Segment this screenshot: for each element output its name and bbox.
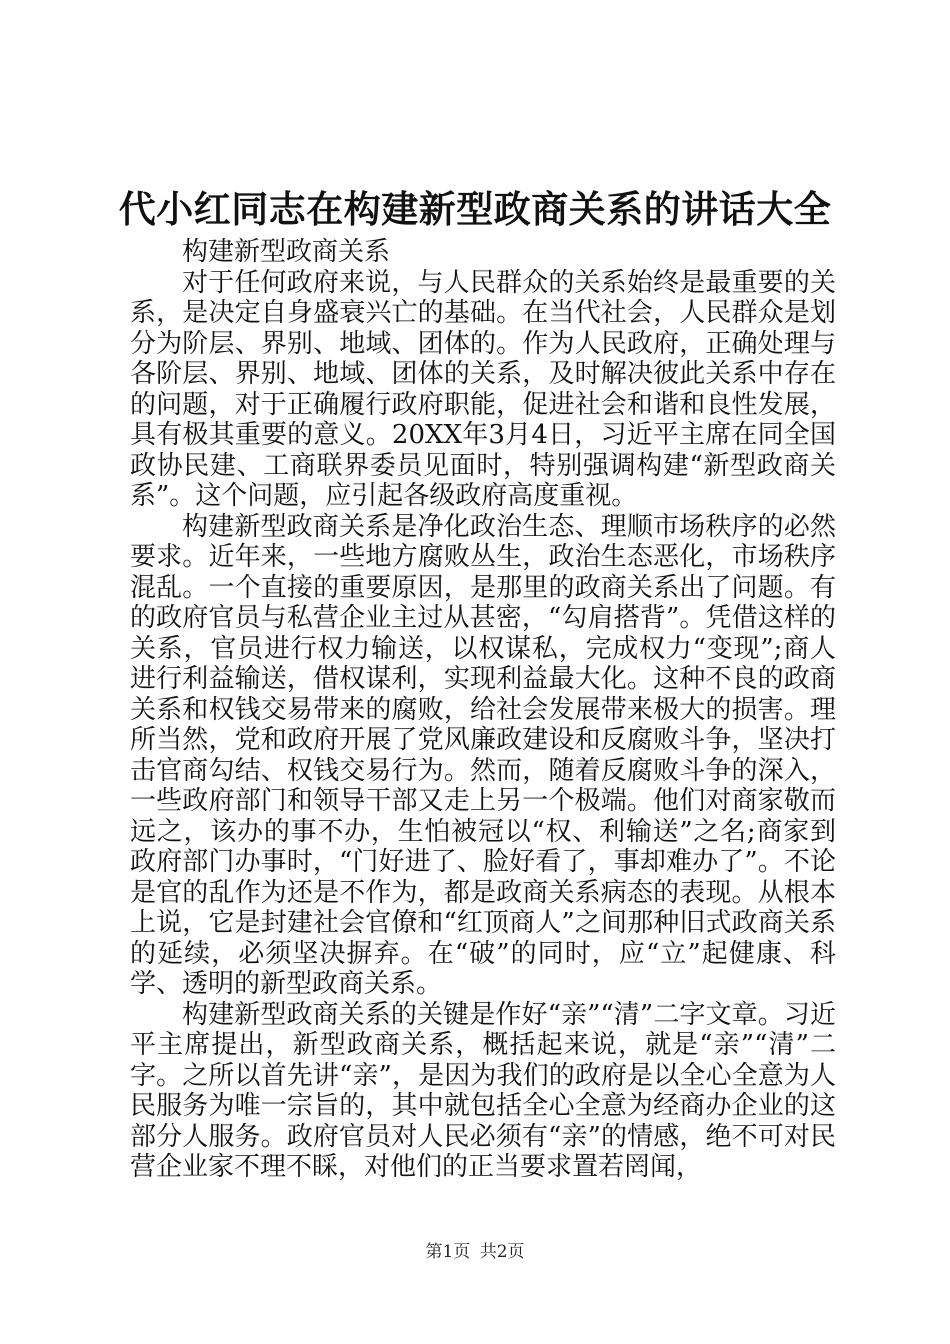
paragraph: 对于任何政府来说，与人民群众的关系始终是最重要的关系，是决定自身盛衰兴亡的基础。在当代社会，人民群众是划分为阶层、界别、地域、团体的。作为人民政府，正确处理与各阶层、界别、地域、团体的关系，及时解决彼此关系中存在的问题，对于正确履行政府职能，促进社会和谐和良性发展，具有极其重要的意义。20XX年3月4日，习近平主席在同全国政协民建、工商联界委员见面时，特别强调构建“新型政商关系”。这个问题，应引起各级政府高度重视。	[130, 267, 836, 511]
page-footer	[0, 1240, 950, 1264]
document-body	[130, 237, 836, 1183]
document-title: 代小红同志在构建新型政商关系的讲话大全	[118, 187, 832, 231]
page-total: 共2页	[479, 1242, 525, 1262]
page-number: 第1页	[425, 1242, 471, 1262]
paragraph: 构建新型政商关系的关键是作好“亲”“清”二字文章。习近平主席提出，新型政商关系，概括起来说，就是“亲”“清”二字。之所以首先讲“亲”，是因为我们的政府是以全心全意为人民服务为唯一宗旨的，其中就包括全心全意为经商办企业的这部分人服务。政府官员对人民必须有“亲”的情感，绝不可对民营企业家不理不睬，对他们的正当要求置若罔闻，	[130, 999, 836, 1182]
paragraph: 构建新型政商关系是净化政治生态、理顺市场秩序的必然要求。近年来，一些地方腐败丛生，政治生态恶化，市场秩序混乱。一个直接的重要原因，是那里的政商关系出了问题。有的政府官员与私营企业主过从甚密，“勾肩搭背”。凭借这样的关系，官员进行权力输送，以权谋私，完成权力“变现”;商人进行利益输送，借权谋利，实现利益最大化。这种不良的政商关系和权钱交易带来的腐败，给社会发展带来极大的损害。理所当然，党和政府开展了党风廉政建设和反腐败斗争，坚决打击官商勾结、权钱交易行为。然而，随着反腐败斗争的深入，一些政府部门和领导干部又走上另一个极端。他们对商家敬而远之，该办的事不办，生怕被冠以“权、利输送”之名;商家到政府部门办事时，“门好进了、脸好看了，事却难办了”。不论是官的乱作为还是不作为，都是政商关系病态的表现。从根本上说，它是封建社会官僚和“红顶商人”之间那种旧式政商关系的延续，必须坚决摒弃。在“破”的同时，应“立”起健康、科学、透明的新型政商关系。	[130, 511, 836, 999]
paragraph-subtitle: 构建新型政商关系	[182, 237, 391, 267]
